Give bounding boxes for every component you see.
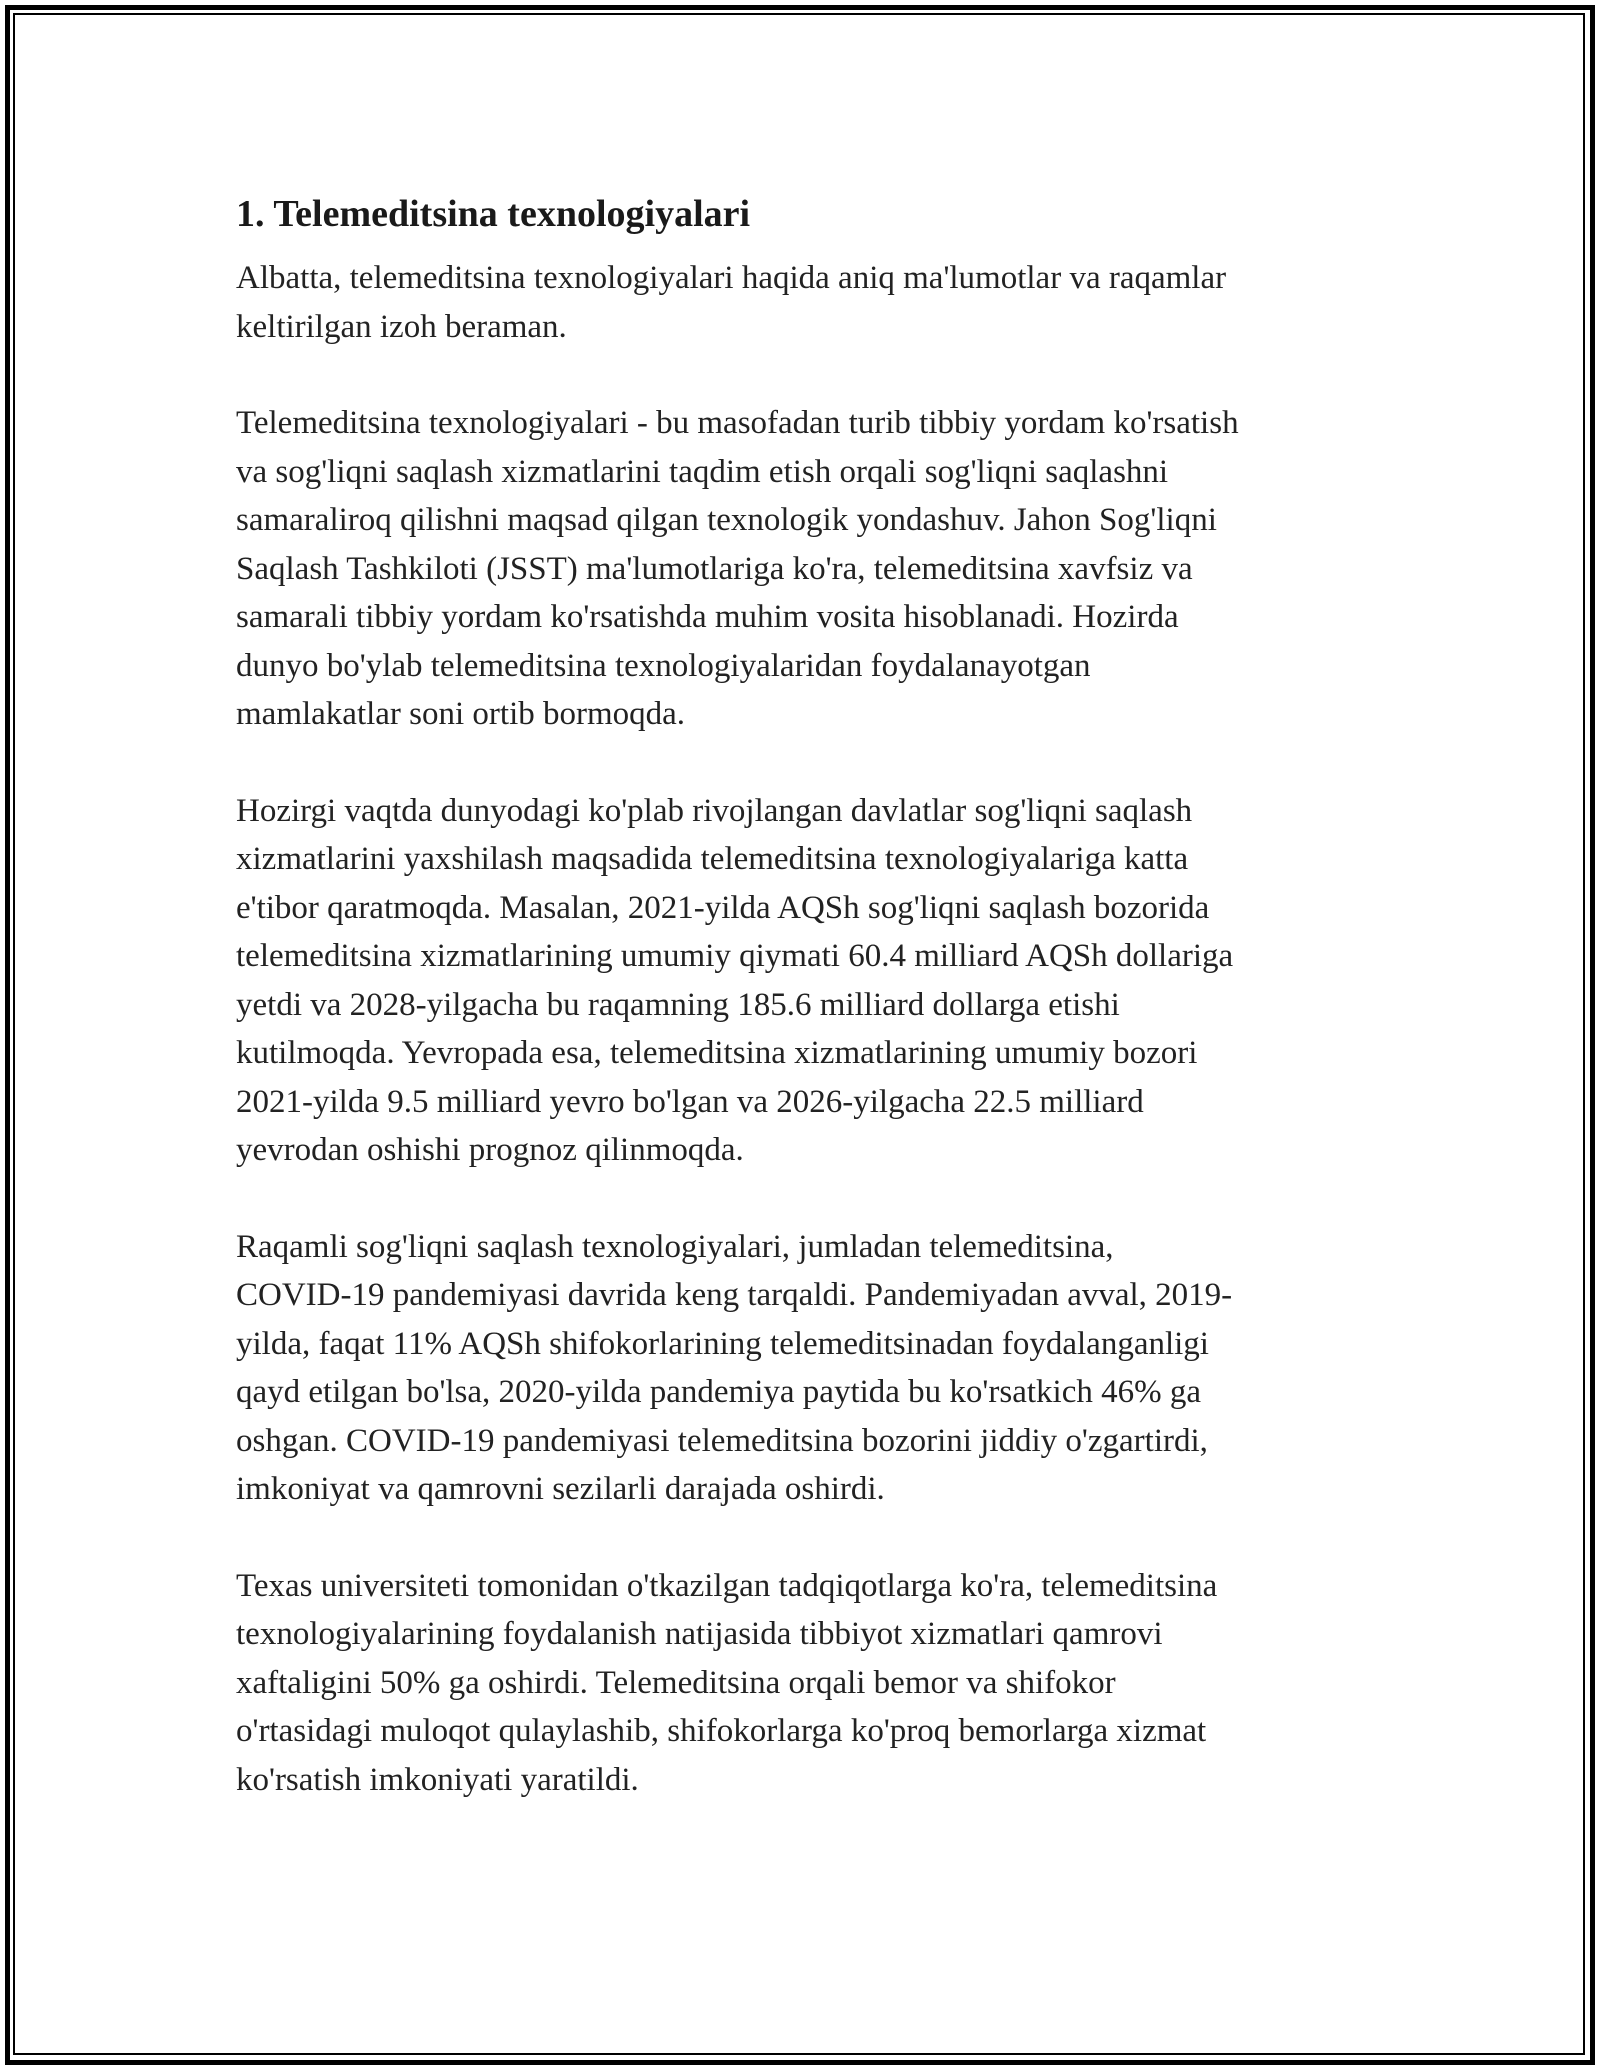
paragraph-line: texnologiyalarining foydalanish natijasida tibbiyot xizmatlari qamrovi: [236, 1616, 1163, 1652]
paragraph-line: Texas universiteti tomonidan o'tkazilgan tadqiqotlarga ko'ra, telemeditsina: [236, 1567, 1218, 1604]
paragraph-line: dunyo bo'ylab telemeditsina texnologiyalaridan foydalanayotgan: [236, 647, 1091, 684]
paragraph-4: [236, 1223, 1366, 1514]
paragraph-line: mamlakatlar soni ortib bormoqda.: [236, 696, 686, 732]
paragraph-line: Saqlash Tashkiloti (JSST) ma'lumotlariga ko'ra, telemeditsina xavfsiz va: [236, 550, 1193, 587]
paragraph-line: 2021-yilda 9.5 milliard yevro bo'lgan va 2026-yilgacha 22.5 milliard: [236, 1083, 1144, 1120]
paragraph-line: yilda, faqat 11% AQSh shifokorlarining telemeditsinadan foydalanganligi: [236, 1325, 1209, 1362]
paragraph-line: samarali tibbiy yordam ko'rsatishda muhim vosita hisoblanadi. Hozirda: [236, 599, 1179, 635]
paragraph-line: oshgan. COVID-19 pandemiyasi telemeditsina bozorini jiddiy o'zgartirdi,: [236, 1422, 1208, 1459]
paragraph-line: Raqamli sog'liqni saqlash texnologiyalari, jumladan telemeditsina,: [236, 1228, 1114, 1265]
paragraphs-container: [236, 254, 1366, 1804]
paragraph-line: xizmatlarini yaxshilash maqsadida telemeditsina texnologiyalariga katta: [236, 841, 1189, 877]
paragraph-line: o'rtasidagi muloqot qulaylashib, shifokorlarga ko'proq bemorlarga xizmat: [236, 1713, 1207, 1749]
paragraph-line: yetdi va 2028-yilgacha bu raqamning 185.6 milliard dollarga etishi: [236, 986, 1120, 1023]
paragraph-line: samaraliroq qilishni maqsad qilgan texnologik yondashuv. Jahon Sog'liqni: [236, 502, 1217, 538]
paragraph-line: yevrodan oshishi prognoz qilinmoqda.: [236, 1132, 744, 1168]
paragraph-line: imkoniyat va qamrovni sezilarli darajada oshirdi.: [236, 1471, 885, 1507]
paragraph-line: kutilmoqda. Yevropada esa, telemeditsina xizmatlarining umumiy bozori: [236, 1035, 1198, 1071]
paragraph-line: telemeditsina xizmatlarining umumiy qiymati 60.4 milliard AQSh dollariga: [236, 938, 1234, 974]
paragraph-line: COVID-19 pandemiyasi davrida keng tarqaldi. Pandemiyadan avval, 2019-: [236, 1277, 1233, 1313]
paragraph-5: [236, 1562, 1366, 1805]
paragraph-line: xaftaligini 50% ga oshirdi. Telemeditsina orqali bemor va shifokor: [236, 1664, 1116, 1701]
paragraph-line: va sog'liqni saqlash xizmatlarini taqdim etish orqali sog'liqni saqlashni: [236, 453, 1169, 490]
section-heading: 1. Telemeditsina texnologiyalari: [236, 193, 751, 235]
paragraph-line: Albatta, telemeditsina texnologiyalari haqida aniq ma'lumotlar va raqamlar: [236, 260, 1227, 296]
paragraph-line: ko'rsatish imkoniyati yaratildi.: [236, 1761, 639, 1798]
paragraph-line: e'tibor qaratmoqda. Masalan, 2021-yilda AQSh sog'liqni saqlash bozorida: [236, 889, 1210, 926]
paragraph-1: [236, 254, 1366, 351]
paragraph-line: keltirilgan izoh beraman.: [236, 308, 567, 345]
paragraph-2: [236, 399, 1366, 739]
paragraph-line: qayd etilgan bo'lsa, 2020-yilda pandemiya paytida bu ko'rsatkich 46% ga: [236, 1374, 1201, 1410]
document-body: [236, 186, 1366, 1852]
paragraph-3: [236, 787, 1366, 1175]
paragraph-line: Hozirgi vaqtda dunyodagi ko'plab rivojlangan davlatlar sog'liqni saqlash: [236, 792, 1193, 829]
paragraph-line: Telemeditsina texnologiyalari - bu masofadan turib tibbiy yordam ko'rsatish: [236, 405, 1239, 441]
